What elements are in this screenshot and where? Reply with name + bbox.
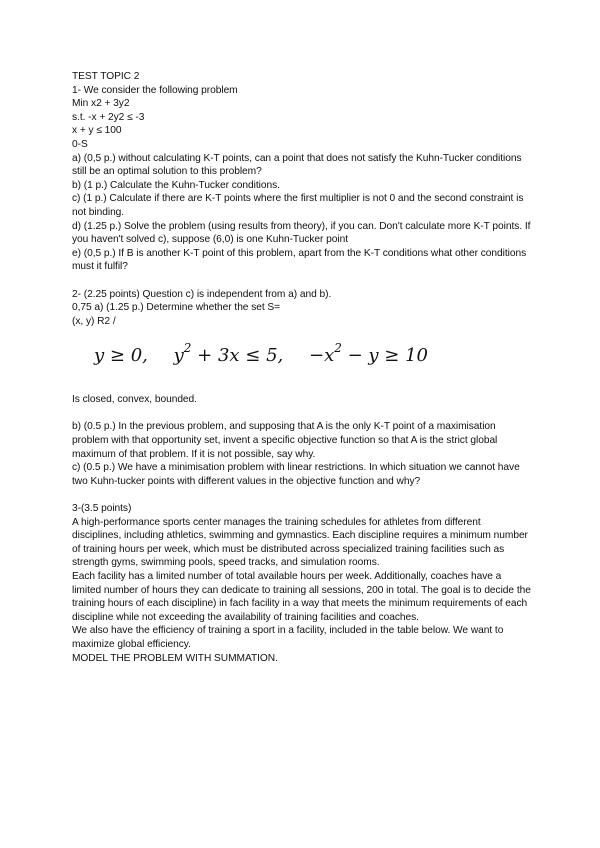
document-title: TEST TOPIC 2 — [72, 71, 140, 82]
equation-part-2-exponent: 2 — [183, 341, 192, 356]
question-1-constraint-2: x + y ≤ 100 — [72, 125, 122, 137]
question-1-part-d: d) (1.25 p.) Solve the problem (using results from theory), if you can. Don't calculate more K-T points. If you haven't solved c), suppose (6,0) is one Kuhn-Tucker point — [72, 220, 534, 246]
question-3-instruction: MODEL THE PROBLEM WITH SUMMATION. — [72, 652, 278, 664]
question-3-paragraph-3: We also have the efficiency of training a sport in a facility, included in the table below. We want to maximize global efficiency. — [72, 625, 507, 650]
question-3-paragraph-1: A high-performance sports center manages the training schedules for athletes from different disciplines, including athletics, swimming and gymnastics. Each discipline requires a minimum number of training hours per week, which must be distributed across specialized training facilities such as strength gyms, swimming pools, speed tracks, and simulation rooms. — [72, 516, 531, 569]
equation-part-3-base: −x — [308, 345, 335, 367]
equation-part-3-rest: − y ≥ 10 — [341, 345, 428, 367]
question-1-part-b: b) (1 p.) Calculate the Kuhn-Tucker conditions. — [72, 179, 280, 191]
section-gap — [72, 488, 532, 502]
question-2-part-a: 0,75 a) (1.25 p.) Determine whether the set S= — [72, 302, 281, 314]
section-gap — [72, 407, 532, 421]
set-equation — [94, 341, 532, 368]
question-2-part-b: b) (0.5 p.) In the previous problem, and supposing that A is the only K-T point of a maximisation problem with that opportunity set, invent a specific objective function so that A is the strict global maximum of that problem. If it is not possible, say why. — [72, 421, 501, 460]
equation-part-1: y ≥ 0, — [94, 345, 148, 367]
question-3-paragraph-2: Each facility has a limited number of total available hours per week. Additionally, coaches have a limited number of hours they can dedicate to training all sessions, 200 in total. The goal is to decide the training hours of each discipline) in fach facility in a way that meets the minimum requirements of each discipline while not exceeding the availability of training facilities and coaches. — [72, 571, 534, 623]
question-1-part-c: c) (1 p.) Calculate if there are K-T points where the first multiplier is not 0 and the second constraint is not binding. — [72, 193, 527, 218]
question-2-set-definition: (x, y) R2 / — [72, 315, 116, 327]
section-gap — [72, 274, 532, 288]
question-3-intro: 3-(3.5 points) — [72, 503, 132, 515]
document-body — [72, 70, 532, 665]
equation-part-2-rest: + 3x ≤ 5, — [191, 345, 284, 367]
equation-part-2 — [173, 341, 284, 368]
question-2-part-c: c) (0.5 p.) We have a minimisation problem with linear restrictions. In which situation we cannot have two Kuhn-tucker points with different values in the objective function and why? — [72, 462, 523, 487]
question-1-intro: 1- We consider the following problem — [72, 84, 238, 96]
question-1-objective: Min x2 + 3y2 — [72, 98, 130, 110]
question-1-part-a: a) (0,5 p.) without calculating K-T points, can a point that does not satisfy the Kuhn-Tucker conditions still be an optimal solution to this problem? — [72, 152, 525, 178]
question-2-closed-convex-bounded: Is closed, convex, bounded. — [72, 394, 197, 406]
equation-part-3 — [308, 341, 428, 368]
question-2-intro: 2- (2.25 points) Question c) is independent from a) and b). — [72, 288, 332, 300]
question-1-constraint-1: s.t. -x + 2y2 ≤ -3 — [72, 111, 145, 123]
question-1-set: 0-S — [72, 138, 88, 150]
question-1-part-e: e) (0,5 p.) If B is another K-T point of this problem, apart from the K-T conditions what other conditions must it fulfil? — [72, 247, 529, 273]
equation-part-3-exponent: 2 — [334, 341, 342, 356]
equation-part-2-base: y — [173, 345, 184, 367]
